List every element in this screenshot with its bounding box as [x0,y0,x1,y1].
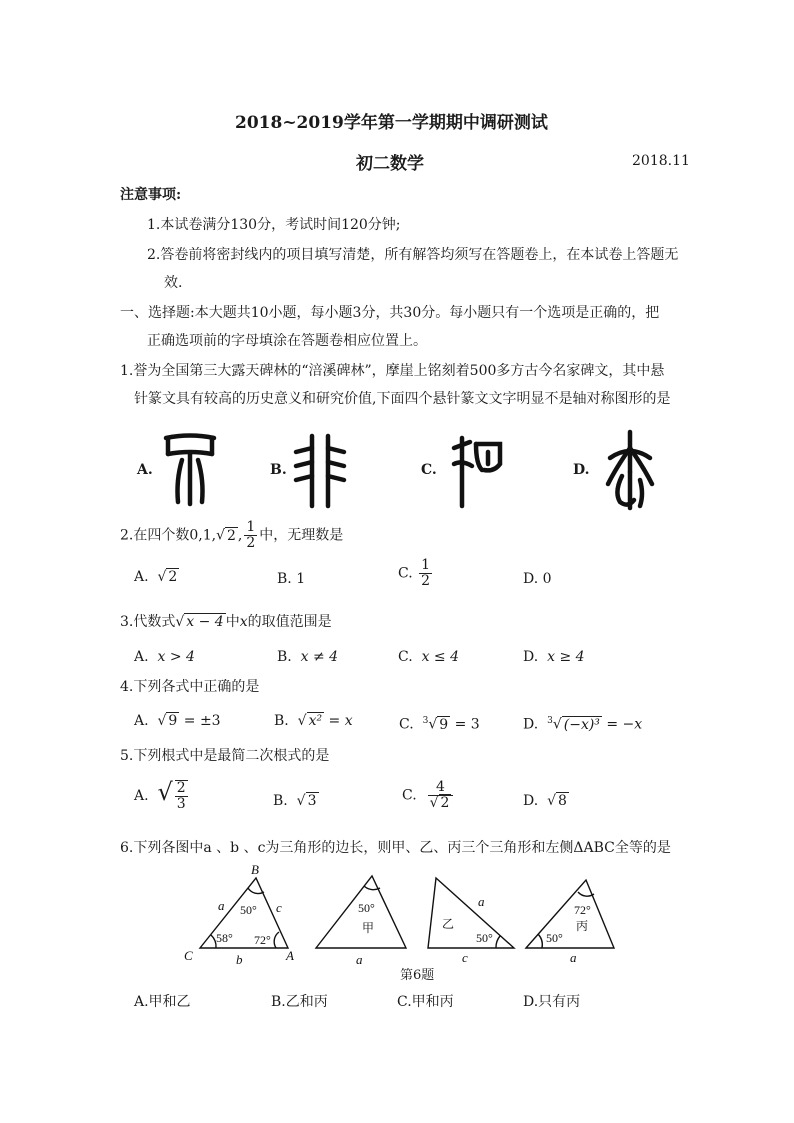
q2-sqrt-sign: √ [216,527,225,544]
exam-date: 2018.11 [632,153,690,169]
q5-c-fraction [428,780,454,811]
q4-d-index: 3 [547,716,553,726]
q2-sqrt-arg: 2 [227,527,236,544]
q3-option-c [398,648,459,666]
q2-a-label: A. [134,569,149,585]
q2-a-arg: 2 [168,569,178,585]
fig-bing-angle-top: 72° [574,903,591,917]
seal-glyph-c-image [448,430,508,510]
q3-a-label: A. [134,649,149,665]
q3-sqrt-sign: √ [175,614,185,630]
q2-c-num: 1 [421,557,431,573]
section1-line2: 正确选项前的字母填涂在答题卷相应位置上。 [147,333,427,349]
q4-c-arg: 9 [439,716,449,733]
q2-fraction [244,520,257,551]
fig-bing-angle-left: 50° [546,931,563,945]
q5-d-sqrt-sign: √ [547,793,557,809]
q6-stem: 6.下列各图中a 、b 、c为三角形的边长，则甲、乙、丙三个三角形和左侧ΔABC全等的是 [120,840,671,856]
q4-a-rest: = ±3 [179,713,221,729]
q3-c-label: C. [398,649,413,665]
q2-prefix: 2.在四个数 [120,527,190,544]
q1-line1: 1.誉为全国第三大露天碑林的“涪溪碑林”，摩崖上铭刻着500多方古今名家碑文，其中悬 [120,363,665,379]
seal-glyph-b-image [290,430,350,510]
q3-option-d [523,648,585,666]
q1-option-c-label: C. [421,462,437,478]
fig-yi-side-a: a [478,894,485,909]
q3-d-expr: x ≥ 4 [547,649,585,665]
q4-a-label: A. [134,713,149,729]
q2-suffix: 中，无理数是 [259,527,344,544]
seal-glyph-d-image [600,428,660,512]
q5-c-sqrt-sign: √ [429,795,439,811]
q2-stem [120,520,343,551]
q4-b-sqrt-sign: √ [297,713,307,729]
q2-list: 0,1, [189,527,217,544]
q4-option-a [134,712,221,730]
q3-b-label: B. [277,649,292,665]
q5-option-d [523,792,569,810]
q4-option-d [523,712,642,734]
q5-a-sqrt-sign: √ [157,778,173,806]
q3-stem [120,613,332,631]
fig-side-c: c [276,900,282,915]
fig-yi-side-c: c [462,950,468,965]
q2-frac-num: 1 [246,519,256,535]
q4-option-c [399,712,480,734]
q4-a-sqrt-sign: √ [157,713,167,729]
q2-option-a [134,568,179,586]
q4-c-index: 3 [422,716,429,726]
q2-c-label: C. [398,565,413,582]
q5-c-den-wrap [428,796,454,811]
fig-vertex-c: C [184,948,193,963]
fig-yi-angle: 50° [476,931,493,945]
q3-option-a [134,648,195,666]
q5-d-arg: 8 [558,793,567,809]
q5-c-den: 2 [440,795,450,811]
q4-c-sqrt-sign: √ [428,716,438,733]
notes-heading: 注意事项: [120,187,182,203]
q6-caption: 第6题 [400,968,435,983]
q3-a-expr: x > 4 [157,649,195,665]
q6-option-d: D.只有丙 [523,994,581,1010]
q2-c-den: 2 [421,573,431,589]
q4-option-b [274,712,353,730]
q2-comma: , [237,527,243,544]
q5-a-label: A. [134,788,149,804]
notes-item-2a: 2.答卷前将密封线内的项目填写清楚，所有解答均须写在答题卷上，在本试卷上答题无 [147,247,679,263]
q5-c-label: C. [402,787,417,804]
q5-option-a [134,780,190,812]
fig-angle-c: 58° [216,931,233,945]
q3-d-label: D. [523,649,539,665]
q5-c-num: 4 [428,780,454,796]
q3-rad: x − 4 [186,614,224,630]
fig-jia-label: 甲 [362,921,375,935]
q2-option-c [398,558,434,589]
q3-mid: 中 [225,614,240,630]
q4-stem: 4.下列各式中正确的是 [120,679,260,695]
fig-bing-side-a: a [570,950,577,965]
q1-option-d-label: D. [573,462,590,478]
q5-d-label: D. [523,793,539,809]
q5-a-fraction [175,780,188,812]
q4-b-rest: = x [324,713,353,729]
q4-d-sqrt-sign: √ [552,716,562,733]
q2-option-d: D. 0 [523,571,552,587]
q5-a-num: 2 [176,780,186,796]
q6-triangles-figure [180,862,630,970]
section1-line1: 一、选择题:本大题共10小题，每小题3分，共30分。每小题只有一个选项是正确的，把 [120,305,660,321]
q5-b-sqrt-sign: √ [296,793,306,809]
q6-option-a: A.甲和乙 [134,994,191,1010]
q2-a-sqrt-sign: √ [157,569,167,585]
fig-angle-a: 72° [254,933,271,947]
fig-side-a: a [218,898,225,913]
q4-d-label: D. [523,716,539,733]
q1-option-b-label: B. [270,462,287,478]
q1-line2: 针篆文具有较高的历史意义和研究价值,下面四个悬针篆文文字明显不是轴对称图形的是 [134,391,671,407]
q3-suffix: 的取值范围是 [247,614,332,630]
q5-option-b [273,792,319,810]
fig-angle-b: 50° [240,903,257,917]
q2-option-b: B. 1 [277,571,306,587]
q1-option-a-label: A. [137,462,153,478]
fig-side-b: b [236,952,243,967]
q3-c-expr: x ≤ 4 [421,649,460,665]
q3-b-expr: x ≠ 4 [300,649,339,665]
fig-jia-angle: 50° [358,901,375,915]
fig-vertex-a: A [286,948,294,963]
q5-stem: 5.下列根式中是最简二次根式的是 [120,748,330,764]
q4-c-rest: = 3 [450,716,480,733]
seal-glyph-a-image [160,430,220,510]
q5-option-c [402,780,455,811]
fig-bing-label: 丙 [576,919,589,933]
q5-b-arg: 3 [307,793,317,809]
q4-b-arg: x² [308,713,323,729]
q6-option-b: B.乙和丙 [271,994,328,1010]
q4-a-arg: 9 [168,713,178,729]
q4-b-label: B. [274,713,289,729]
q4-c-label: C. [399,716,414,733]
q4-d-arg: (−x)³ [563,716,600,733]
notes-item-2b: 效. [164,275,183,291]
q4-d-rest: = −x [601,716,643,733]
subject-title: 初二数学 [356,154,424,174]
fig-jia-side-a: a [356,952,363,967]
q6-option-c: C.甲和丙 [397,994,454,1010]
q3-var: x [239,614,248,630]
exam-title: 2018~2019学年第一学期期中调研测试 [235,113,548,133]
fig-yi-label: 乙 [442,917,455,931]
notes-item-1: 1.本试卷满分130分，考试时间120分钟; [147,217,401,233]
q2-c-fraction [419,558,432,589]
fig-vertex-b: B [251,862,259,877]
q3-option-b [277,648,338,666]
q3-prefix: 3.代数式 [120,614,176,630]
q2-frac-den: 2 [246,535,256,551]
q5-b-label: B. [273,793,288,809]
q5-a-den: 3 [176,796,186,812]
